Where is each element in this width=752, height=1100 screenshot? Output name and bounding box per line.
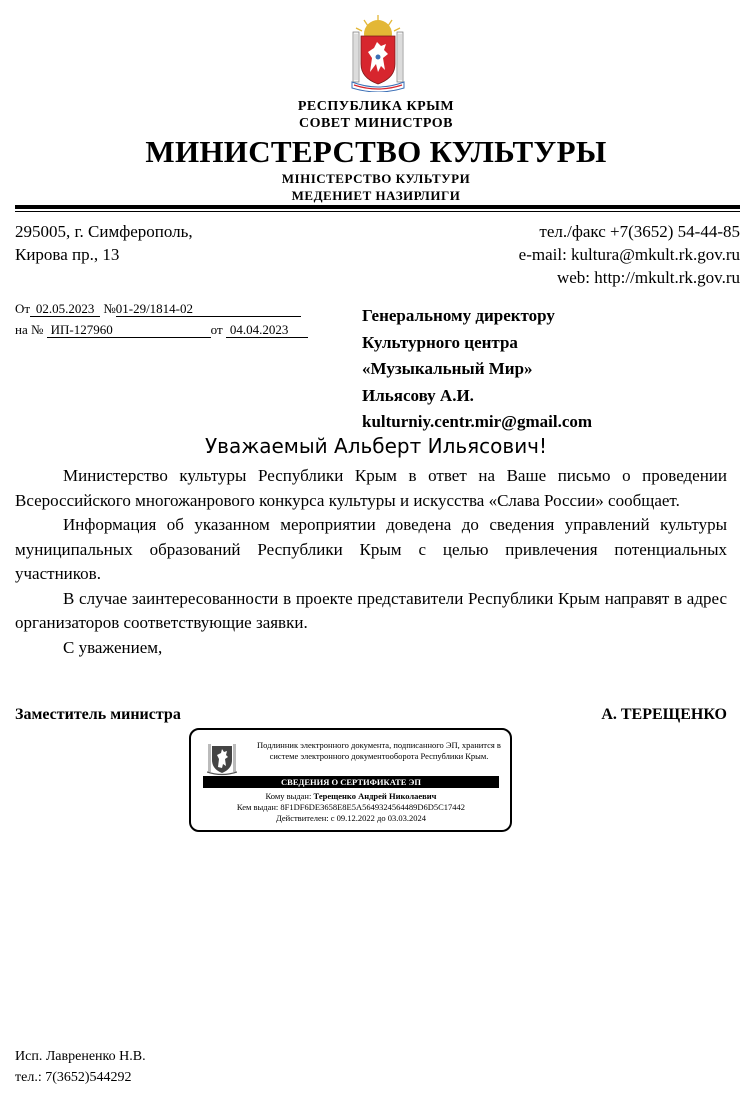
postal-street: Кирова пр., 13 xyxy=(15,245,120,264)
stamp-valid-label: Действителен: xyxy=(275,813,329,823)
addressee-line-2: Культурного центра xyxy=(362,332,518,352)
crimea-coat-of-arms-emblem xyxy=(350,14,406,92)
executor-name: Исп. Лаврененко Н.В. xyxy=(15,1049,146,1064)
letter-body xyxy=(15,464,727,660)
header-republic: РЕСПУБЛИКА КРЫМ xyxy=(297,99,455,114)
reg-from-label: От xyxy=(15,301,31,316)
header-divider-thick xyxy=(15,205,740,209)
signatory-name: А. ТЕРЕЩЕНКО xyxy=(601,706,727,723)
header-ministry-crimean-tatar: МЕДЕНИЕТ НАЗИРЛИГИ xyxy=(291,188,461,203)
executor-info xyxy=(15,1046,146,1088)
stamp-issued-to-label: Кому выдан: xyxy=(265,791,312,801)
postal-city: 295005, г. Симферополь, xyxy=(15,222,193,241)
contact-info xyxy=(519,220,740,289)
stamp-issued-to-value: Терещенко Андрей Николаевич xyxy=(313,791,437,801)
stamp-issued-to xyxy=(203,791,499,802)
stamp-issuer xyxy=(203,802,499,813)
signatory-position: Заместитель министра xyxy=(15,706,181,723)
body-paragraph-2: Информация об указанном мероприятии доведена до сведения управлений культуры муниципальных образований Республики Крым с целью привлечения потенциальных участников. xyxy=(15,515,727,583)
reg-date: 02.05.2023 xyxy=(30,301,100,317)
stamp-issuer-value: 8F1DF6DE3658E8E5A5649324564489D6D5C17442 xyxy=(280,802,466,812)
stamp-validity xyxy=(203,813,499,824)
header-ministry-title: МИНИСТЕРСТВО КУЛЬТУРЫ xyxy=(145,134,607,169)
contact-phone: тел./факс +7(3652) 54-44-85 xyxy=(539,222,740,241)
reply-date-label: от xyxy=(210,322,223,337)
stamp-note: Подлинник электронного документа, подписанного ЭП, хранится в системе электронного документооборота Республики Крым. xyxy=(257,740,501,761)
contact-email: e-mail: kultura@mkult.rk.gov.ru xyxy=(518,245,740,264)
header-divider-thin xyxy=(15,211,740,212)
postal-address xyxy=(15,220,193,266)
contact-web: web: http://mkult.rk.gov.ru xyxy=(556,268,740,287)
stamp-emblem-icon xyxy=(207,740,237,776)
reply-label: на № xyxy=(15,322,44,337)
addressee-line-4: Ильясову А.И. xyxy=(362,385,474,405)
stamp-issuer-label: Кем выдан: xyxy=(236,802,279,812)
header-ministry-ukrainian: МІНІСТЕРСТВО КУЛЬТУРИ xyxy=(281,171,471,186)
executor-phone: тел.: 7(3652)544292 xyxy=(15,1070,132,1085)
addressee-line-3: «Музыкальный Мир» xyxy=(362,359,533,378)
body-closing: С уважением, xyxy=(63,637,163,657)
salutation: Уважаемый Альберт Ильясович! xyxy=(204,434,548,458)
stamp-certificate-title: СВЕДЕНИЯ О СЕРТИФИКАТЕ ЭП xyxy=(203,776,499,788)
addressee-line-1: Генеральному директору xyxy=(362,306,555,325)
incoming-reference xyxy=(15,322,308,338)
body-paragraph-1: Министерство культуры Республики Крым в ответ на Ваше письмо о проведении Всероссийского многожанрового конкурса культуры и искусства «Слава России» сообщает. xyxy=(15,466,727,510)
body-paragraph-3: В случае заинтересованности в проекте представители Республики Крым направят в адрес организаторов соответствующие заявки. xyxy=(15,588,727,632)
outgoing-registration xyxy=(15,301,301,317)
electronic-signature-stamp xyxy=(189,728,512,832)
reg-number: 01-29/1814-02 xyxy=(116,301,301,317)
reply-date: 04.04.2023 xyxy=(226,322,308,338)
reply-number: ИП-127960 xyxy=(47,322,211,338)
addressee-block xyxy=(362,303,592,436)
reg-num-label: № xyxy=(103,301,116,316)
header-council: СОВЕТ МИНИСТРОВ xyxy=(298,116,454,131)
stamp-valid-value: с 09.12.2022 до 03.03.2024 xyxy=(330,813,427,823)
addressee-email: kulturniy.centr.mir@gmail.com xyxy=(362,412,593,431)
